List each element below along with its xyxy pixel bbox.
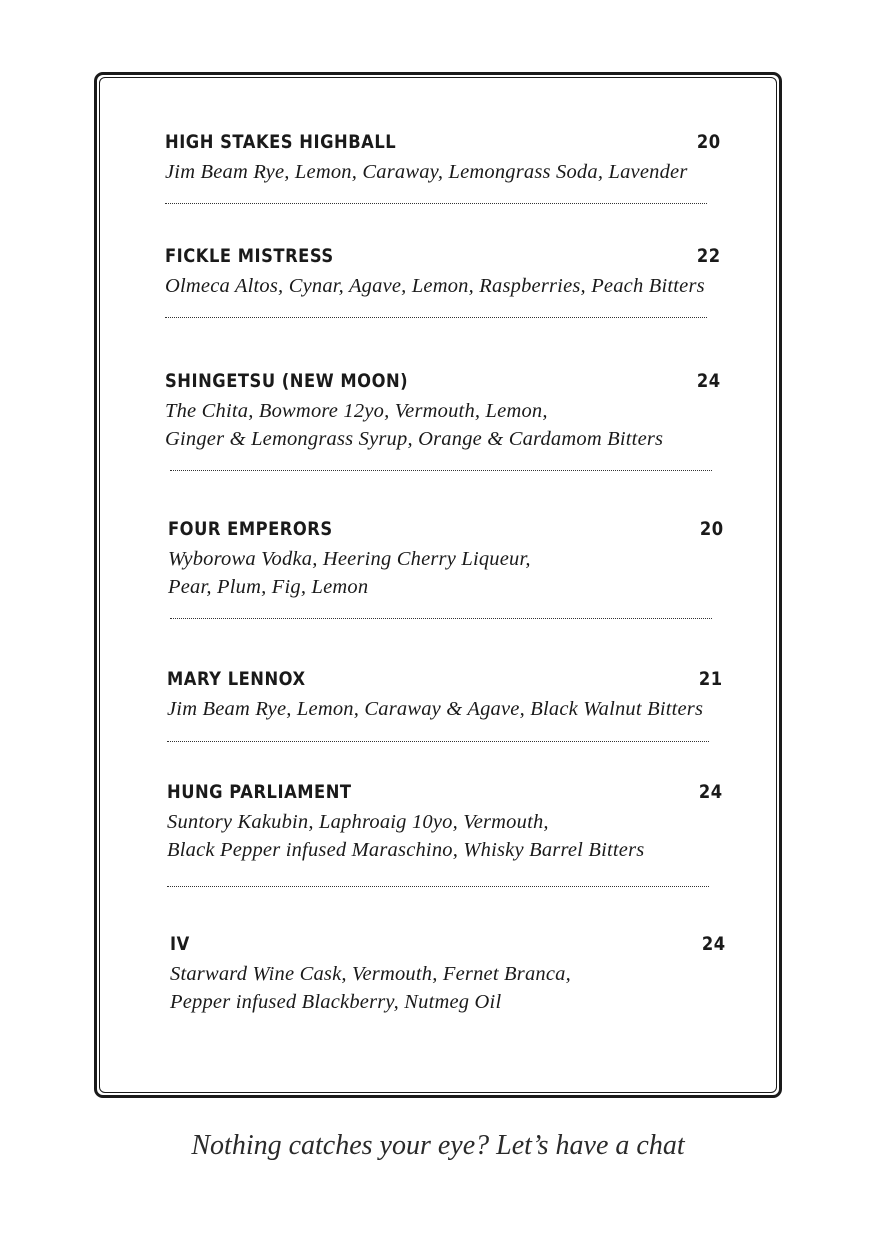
menu-item-price: 20 [697, 131, 721, 153]
menu-item-price: 24 [697, 370, 721, 392]
menu-item-name: IV [170, 933, 190, 955]
description-line: Jim Beam Rye, Lemon, Caraway, Lemongrass Soda, Lavender [165, 161, 688, 183]
description-line: The Chita, Bowmore 12yo, Vermouth, Lemon, [165, 400, 548, 422]
menu-item-name: HIGH STAKES HIGHBALL [165, 131, 397, 153]
menu-item-price: 20 [700, 518, 724, 540]
menu-item-price: 24 [699, 781, 723, 803]
menu-item-price: 22 [697, 245, 721, 267]
description-line: Wyborowa Vodka, Heering Cherry Liqueur, [168, 548, 531, 570]
menu-item-description [167, 808, 747, 864]
description-line: Starward Wine Cask, Vermouth, Fernet Branca, [170, 963, 571, 985]
description-line: Pepper infused Blackberry, Nutmeg Oil [170, 991, 502, 1013]
description-line: Black Pepper infused Maraschino, Whisky Barrel Bitters [167, 839, 645, 861]
dotted-divider [167, 741, 709, 742]
menu-item-description [165, 272, 745, 300]
menu-item-description [168, 545, 748, 601]
description-line: Jim Beam Rye, Lemon, Caraway & Agave, Black Walnut Bitters [167, 698, 704, 720]
dotted-divider [165, 317, 707, 318]
dotted-divider [170, 470, 712, 471]
description-line: Olmeca Altos, Cynar, Agave, Lemon, Raspberries, Peach Bitters [165, 275, 705, 297]
dotted-divider [165, 203, 707, 204]
dotted-divider [167, 886, 709, 887]
menu-item-name: HUNG PARLIAMENT [167, 781, 352, 803]
description-line: Suntory Kakubin, Laphroaig 10yo, Vermouth, [167, 811, 549, 833]
dotted-divider [170, 618, 712, 619]
menu-item-name: FICKLE MISTRESS [165, 245, 334, 267]
menu-item-name: FOUR EMPERORS [168, 518, 333, 540]
menu-item-name: MARY LENNOX [167, 668, 306, 690]
menu-item-description [165, 397, 745, 453]
menu-item-price: 21 [699, 668, 723, 690]
menu-item-description [167, 695, 747, 723]
description-line: Ginger & Lemongrass Syrup, Orange & Cardamom Bitters [165, 428, 664, 450]
menu-item-price: 24 [702, 933, 726, 955]
menu-item-description [170, 960, 750, 1016]
footer-tagline: Nothing catches your eye? Let’s have a chat [191, 1130, 685, 1161]
description-line: Pear, Plum, Fig, Lemon [168, 576, 369, 598]
menu-item-description [165, 158, 745, 186]
menu-item-name: SHINGETSU (NEW MOON) [165, 370, 409, 392]
